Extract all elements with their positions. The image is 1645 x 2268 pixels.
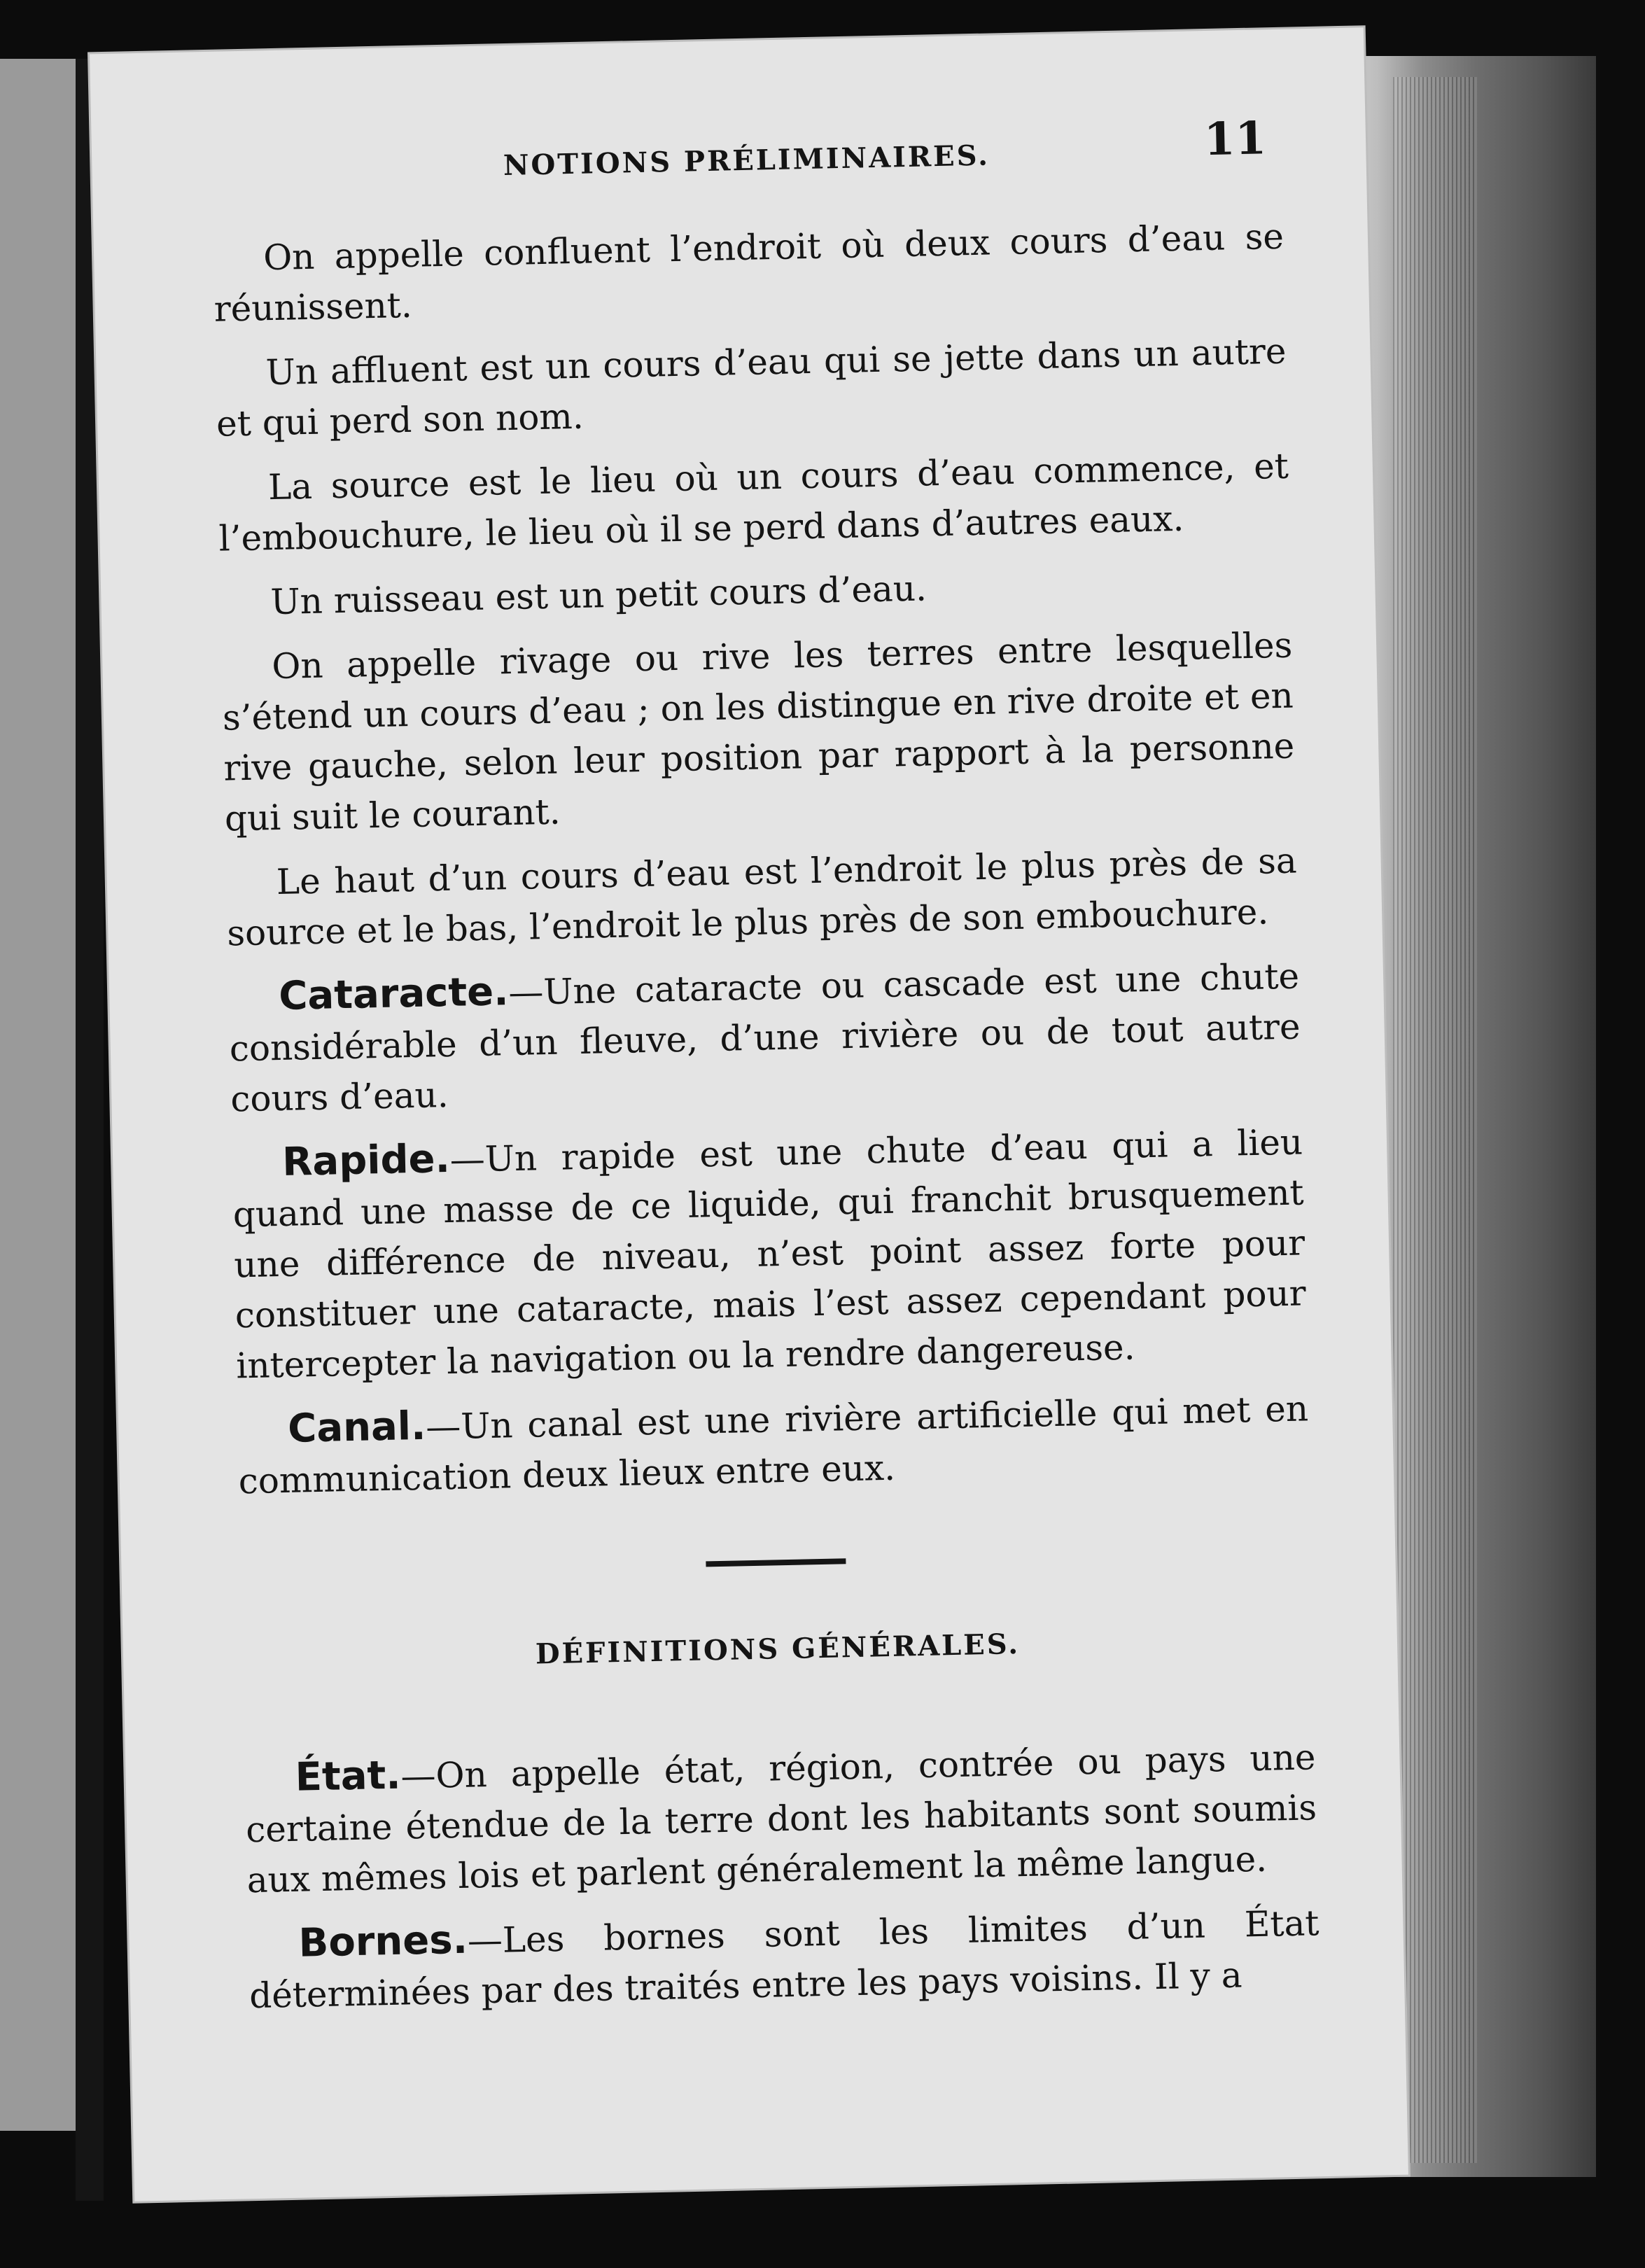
- page-text-block: [209, 29, 1324, 2199]
- section-title: DÉFINITIONS GÉNÉRALES.: [535, 1628, 1021, 1671]
- paragraph-text: —Un rapide est une chute d’eau qui a lieu quand une masse de ce liquide, qui franchit brusquement une différence de niveau, n’est point assez forte pour constituer une cataracte, mais l’est assez cependant pour intercepter la navigation ou la rendre dangereuse.: [232, 1121, 1307, 1387]
- paragraph-text: Un affluent est un cours d’eau qui se jette dans un autre et qui perd son nom.: [216, 330, 1287, 444]
- paragraph-haut-bas: [225, 836, 1298, 959]
- term-heading: Canal.: [287, 1403, 426, 1452]
- paragraph-rapide: [232, 1116, 1308, 1391]
- paragraph-text: Un ruisseau est un petit cours d’eau.: [270, 568, 927, 623]
- paragraph-bornes: [248, 1897, 1321, 2021]
- paragraph-affluent: [215, 326, 1288, 449]
- paragraph-text: Le haut d’un cours d’eau est l’endroit le plus près de sa source et le bas, l’endroit le plus près de son embouchure.: [226, 840, 1298, 954]
- facing-page-edge: [0, 59, 76, 2131]
- term-heading: Rapide.: [281, 1135, 451, 1185]
- paragraph-text: —Les bornes sont les limites d’un État déterminées par des traités entre les pays voisins. Il y a: [248, 1903, 1320, 2017]
- paragraph-text: —Un canal est une rivière artificielle qui met en communication deux lieux entre eux.: [238, 1388, 1309, 1502]
- page-stack-lines: [1393, 77, 1477, 2163]
- term-heading: Bornes.: [298, 1917, 468, 1966]
- page-header: [209, 29, 1283, 234]
- page-number: 11: [1203, 112, 1267, 167]
- paragraph-text: La source est le lieu où un cours d’eau commence, et l’embouchure, le lieu où il se perd dans d’autres eaux.: [218, 445, 1289, 559]
- paragraph-text: —On appelle état, région, contrée ou pays une certaine étendue de la terre dont les habitants sont soumis aux mêmes lois et parlent généralement la même langue.: [245, 1737, 1317, 1901]
- paragraph-text: On appelle rivage ou rive les terres entre lesquelles s’étend un cours d’eau ; on les distingue en rive droite et en rive gauche, selon leur position par rapport à la personne qui suit le courant.: [222, 624, 1295, 839]
- paragraph-source: [217, 441, 1290, 564]
- running-head: NOTIONS PRÉLIMINAIRES.: [503, 139, 990, 183]
- paragraph-text: On appelle confluent l’endroit où deux cours d’eau se réunissent.: [214, 216, 1284, 330]
- paragraph-etat: [244, 1731, 1318, 1905]
- term-heading: Cataracte.: [278, 969, 510, 1020]
- term-heading: État.: [295, 1752, 402, 1800]
- paragraph-text: —Une cataracte ou cascade est une chute considérable d’un fleuve, d’une rivière ou de tout autre cours d’eau.: [229, 955, 1301, 1120]
- book-page: [90, 27, 1408, 2201]
- paragraph-rivage: [221, 620, 1296, 844]
- paragraph-canal: [237, 1382, 1310, 1506]
- section-divider: [706, 1558, 846, 1567]
- paragraph-cataracte: [228, 951, 1302, 1125]
- paragraph-ruisseau: [220, 556, 1292, 629]
